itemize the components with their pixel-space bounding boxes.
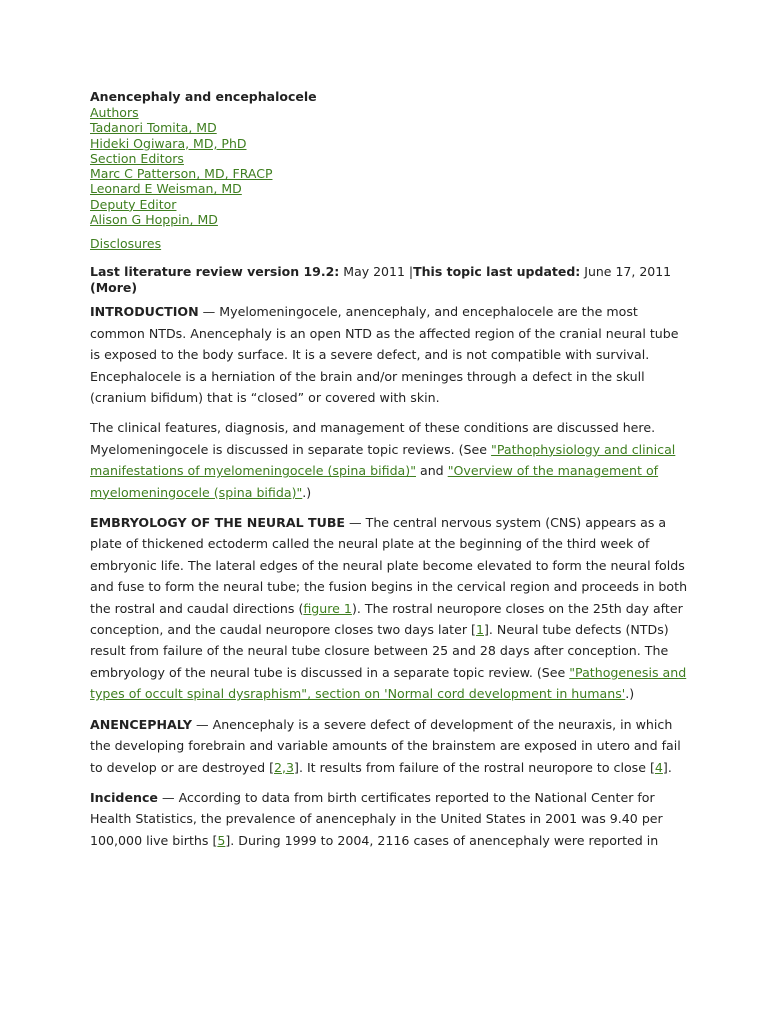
deputy-editor-label-link[interactable]: Deputy Editor (90, 196, 177, 212)
introduction-paragraph: INTRODUCTION — Myelomeningocele, anencephaly, and encephalocele are the most common NTDs. Anencephaly is an open NTD as the affected region of the cranial neural tube is exposed to the body surface. It is a severe defect, and is not compatible with survival. Encephalocele is a herniation of the brain and/or meninges through a defect in the skull (cranium bifidum) that is “closed” or covered with skin. (90, 304, 679, 405)
myelomeningocele-management-link[interactable]: "Overview of the management of myelomeningocele (spina bifida)" (90, 463, 659, 500)
deputy-editor-link[interactable]: Alison G Hoppin, MD (90, 212, 218, 228)
myelomeningocele-pathophysiology-link[interactable]: "Pathophysiology and clinical manifestations of myelomeningocele (spina bifida)" (90, 441, 676, 479)
incidence-heading: Incidence (90, 789, 158, 805)
scope-paragraph: The clinical features, diagnosis, and management of these conditions are discussed here. Myelomeningocele is discussed in separate topic reviews. (See "Pathophysiology and clinical manifestations of myelomeningocele (spina bifida)" and "Overview of the management of myelomeningocele (spina bifida)".) (90, 420, 676, 500)
reference-1-link[interactable]: 1 (475, 622, 484, 638)
occult-spinal-dysraphism-link[interactable]: "Pathogenesis and types of occult spinal dysraphism", section on 'Normal cord development in humans' (90, 664, 687, 702)
embryology-heading: EMBRYOLOGY OF THE NEURAL TUBE (90, 515, 346, 531)
embryology-paragraph: EMBRYOLOGY OF THE NEURAL TUBE — The central nervous system (CNS) appears as a plate of thickened ectoderm called the neural plate at the beginning of the third week of embryonic life. The lateral edges of the neural plate become elevated to form the neural folds and fuse to form the neural tube; the fusion begins in the cervical region and proceeds in both the rostral and caudal directions (figure 1). The rostral neuropore closes on the 25th day after conception, and the caudal neuropore closes two days later [1]. Neural tube defects (NTDs) result from failure of the neural tube closure between 25 and 28 days after conception. The embryology of the neural tube is discussed in a separate topic review. (See "Pathogenesis and types of occult spinal dysraphism", section on 'Normal cord development in humans'.) (90, 515, 688, 702)
section-editor-link-2[interactable]: Leonard E Weisman, MD (90, 181, 242, 197)
article-title: Anencephaly and encephalocele (90, 89, 317, 104)
more-toggle[interactable]: (More) (90, 280, 138, 296)
review-info (90, 264, 688, 296)
reference-5-link[interactable]: 5 (217, 832, 226, 848)
review-version-label: Last literature review version 19.2: (90, 264, 340, 280)
reference-2-3-link[interactable]: 2,3 (274, 759, 295, 775)
authors-link[interactable]: Authors (90, 105, 139, 120)
topic-updated-date: June 17, 2011 (580, 264, 672, 280)
introduction-heading: INTRODUCTION (90, 304, 199, 320)
article-credits (90, 105, 688, 227)
review-version-date: May 2011 | (339, 264, 414, 280)
reference-4-link[interactable]: 4 (654, 759, 663, 775)
figure-1-link[interactable]: figure 1 (303, 600, 352, 616)
author-link-1[interactable]: Tadanori Tomita, MD (90, 120, 217, 136)
topic-updated-label: This topic last updated: (413, 264, 581, 280)
incidence-paragraph: Incidence — According to data from birth certificates reported to the National Center for Health Statistics, the prevalence of anencephaly in the United States in 2001 was 9.40 per 100,000 live births [5]. During 1999 to 2004, 2116 cases of anencephaly were reported in (90, 789, 663, 848)
anencephaly-heading: ANENCEPHALY (90, 716, 192, 732)
section-editor-link-1[interactable]: Marc C Patterson, MD, FRACP (90, 166, 273, 182)
section-editors-link[interactable]: Section Editors (90, 150, 184, 166)
disclosures-link[interactable]: Disclosures (90, 236, 162, 252)
author-link-2[interactable]: Hideki Ogiwara, MD, PhD (90, 135, 247, 151)
anencephaly-paragraph: ANENCEPHALY — Anencephaly is a severe defect of development of the neuraxis, in which the developing forebrain and variable amounts of the brainstem are exposed in utero and fail to develop or are destroyed [2,3]. It results from failure of the rostral neuropore to close [4]. (90, 716, 681, 775)
